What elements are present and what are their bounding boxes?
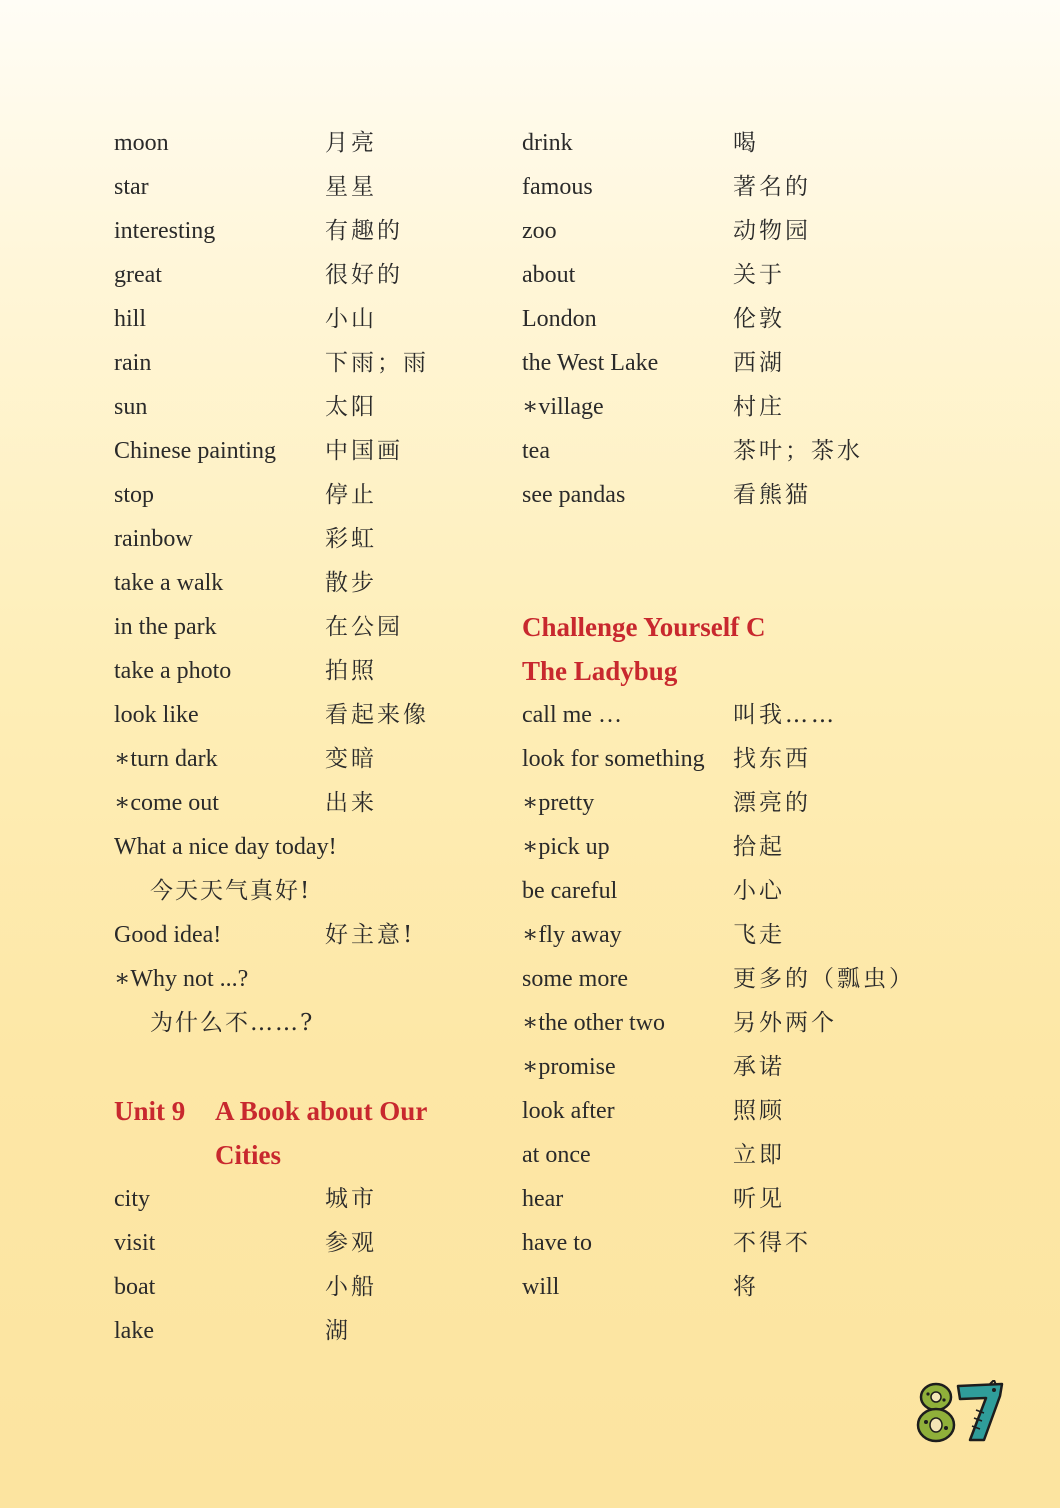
vocab-chinese: 将 [733, 1274, 759, 1300]
vocab-chinese: 伦敦 [733, 306, 785, 332]
digit-eight-icon [918, 1384, 954, 1441]
vocab-entry [522, 737, 1002, 781]
unit-title-line1: A Book about Our [215, 1096, 428, 1126]
vocab-entry [114, 165, 494, 209]
vocab-chinese: 有趣的 [325, 218, 403, 244]
vocab-entry [522, 1001, 1002, 1045]
vocab-entry [114, 561, 494, 605]
vocab-chinese: 散步 [325, 570, 377, 596]
vocab-chinese: 参观 [325, 1230, 377, 1256]
vocab-entry [114, 473, 494, 517]
vocab-entry [114, 253, 494, 297]
vocab-chinese: 变暗 [325, 746, 377, 772]
vocab-chinese: 更多的（瓢虫） [733, 966, 915, 992]
vocab-english: boat [114, 1274, 156, 1300]
vocab-entry [522, 429, 1002, 473]
vocab-english: visit [114, 1230, 156, 1256]
vocab-chinese: 立即 [733, 1142, 785, 1168]
vocab-english: zoo [522, 218, 557, 244]
phrase-chinese: 好主意! [325, 922, 416, 948]
vocab-entry [522, 385, 1002, 429]
vocab-english: rainbow [114, 526, 193, 552]
vocab-chinese: 听见 [733, 1186, 785, 1212]
vocab-entry [114, 297, 494, 341]
vocab-entry [522, 869, 1002, 913]
vocab-entry [522, 913, 1002, 957]
vocab-english: ∗promise [522, 1054, 616, 1080]
vocab-english: interesting [114, 218, 216, 244]
vocab-english: take a photo [114, 658, 232, 684]
vocab-english: star [114, 174, 149, 200]
digit-seven-icon [958, 1380, 1002, 1440]
vocab-entry [522, 1265, 1002, 1309]
vocab-english: lake [114, 1318, 154, 1344]
vocab-entry [114, 1177, 494, 1221]
vocab-chinese: 在公园 [325, 614, 403, 640]
vocab-entry [522, 341, 1002, 385]
vocab-chinese: 喝 [733, 130, 759, 156]
vocab-english: ∗fly away [522, 922, 622, 948]
vocab-entry [114, 517, 494, 561]
vocab-entry [522, 297, 1002, 341]
vocab-entry [114, 1265, 494, 1309]
vocab-english: the West Lake [522, 350, 659, 376]
vocab-entry [522, 121, 1002, 165]
vocab-chinese: 动物园 [733, 218, 811, 244]
vocab-chinese: 中国画 [325, 438, 403, 464]
vocab-chinese: 停止 [325, 482, 377, 508]
vocab-entry [522, 781, 1002, 825]
vocab-chinese: 看熊猫 [733, 482, 811, 508]
vocab-chinese: 承诺 [733, 1054, 785, 1080]
vocab-english: sun [114, 394, 148, 420]
vocab-chinese: 飞走 [733, 922, 785, 948]
spacer [522, 517, 1002, 605]
vocab-english: famous [522, 174, 593, 200]
vocab-chinese: 关于 [733, 262, 785, 288]
vocab-entry [114, 429, 494, 473]
right-column [522, 121, 1002, 1309]
vocab-english: have to [522, 1230, 592, 1256]
phrase-text: What a nice day today! [114, 834, 337, 860]
vocab-chinese: 小山 [325, 306, 377, 332]
vocab-entry [114, 737, 494, 781]
vocab-entry [522, 1177, 1002, 1221]
phrase-english [114, 825, 494, 869]
vocab-chinese: 小船 [325, 1274, 377, 1300]
vocab-chinese: 西湖 [733, 350, 785, 376]
spacer [114, 1045, 494, 1089]
vocab-entry [522, 165, 1002, 209]
vocab-chinese: 很好的 [325, 262, 403, 288]
vocab-chinese: 不得不 [733, 1230, 811, 1256]
left-column [114, 121, 494, 1353]
page-number-text: 87 [960, 1442, 961, 1443]
page-number-graphic [914, 1380, 1006, 1444]
vocab-entry [114, 605, 494, 649]
vocab-english: ∗turn dark [114, 746, 218, 772]
unit-heading [114, 1089, 494, 1133]
vocab-english: great [114, 262, 162, 288]
vocab-entry [114, 209, 494, 253]
vocab-list-right-a [522, 121, 1002, 517]
vocab-english: ∗pretty [522, 790, 595, 816]
vocab-entry [114, 1221, 494, 1265]
vocab-english: look after [522, 1098, 615, 1124]
vocab-entry [522, 1133, 1002, 1177]
vocab-english: hill [114, 306, 147, 332]
vocab-chinese: 看起来像 [325, 702, 429, 728]
vocab-english: hear [522, 1186, 564, 1212]
vocab-english: stop [114, 482, 155, 508]
vocab-chinese: 漂亮的 [733, 790, 811, 816]
vocab-entry [114, 649, 494, 693]
phrase-chinese: 今天天气真好! [150, 878, 312, 904]
vocab-chinese: 著名的 [733, 174, 811, 200]
vocab-english: look like [114, 702, 199, 728]
vocab-list-right-b [522, 693, 1002, 1309]
phrase-english [114, 957, 494, 1001]
vocab-english: see pandas [522, 482, 626, 508]
vocab-english: look for something [522, 746, 705, 772]
unit-title-line2: Cities [215, 1140, 281, 1170]
vocab-chinese: 村庄 [733, 394, 785, 420]
vocab-chinese: 出来 [325, 790, 377, 816]
vocab-entry [114, 121, 494, 165]
vocab-english: moon [114, 130, 169, 156]
vocab-entry [522, 473, 1002, 517]
vocab-english: ∗the other two [522, 1010, 665, 1036]
vocab-chinese: 湖 [325, 1318, 351, 1344]
vocab-chinese: 拍照 [325, 658, 377, 684]
story-heading: The Ladybug [522, 656, 678, 686]
vocab-list-left-b [114, 1177, 494, 1353]
phrase-english: Good idea! [114, 922, 222, 948]
vocab-chinese: 照顾 [733, 1098, 785, 1124]
vocab-english: ∗village [522, 394, 604, 420]
vocab-english: rain [114, 350, 152, 376]
vocab-english: call me … [522, 702, 622, 728]
vocab-english: city [114, 1186, 150, 1212]
vocab-entry [114, 781, 494, 825]
vocab-entry [114, 1309, 494, 1353]
vocab-entry [522, 825, 1002, 869]
vocab-chinese: 茶叶；茶水 [733, 438, 863, 464]
phrase-chinese: 为什么不……? [150, 1010, 315, 1036]
vocab-entry [522, 957, 1002, 1001]
challenge-heading: Challenge Yourself C [522, 612, 766, 642]
vocab-english: ∗come out [114, 790, 219, 816]
vocab-english: ∗pick up [522, 834, 610, 860]
vocab-entry [522, 1221, 1002, 1265]
vocab-chinese: 叫我…… [733, 702, 837, 728]
vocab-chinese: 星星 [325, 174, 377, 200]
vocab-english: Chinese painting [114, 438, 276, 464]
vocab-entry [522, 1089, 1002, 1133]
page-number [914, 1380, 1006, 1444]
vocab-entry [522, 693, 1002, 737]
vocab-english: London [522, 306, 597, 332]
vocab-chinese: 城市 [325, 1186, 377, 1212]
vocab-entry [522, 1045, 1002, 1089]
vocab-english: about [522, 262, 576, 288]
vocab-english: take a walk [114, 570, 224, 596]
unit-heading-cont [114, 1133, 494, 1177]
vocab-entry [522, 209, 1002, 253]
vocab-chinese: 彩虹 [325, 526, 377, 552]
vocab-chinese: 找东西 [733, 746, 811, 772]
vocab-chinese: 拾起 [733, 834, 785, 860]
vocab-english: drink [522, 130, 573, 156]
vocab-chinese: 月亮 [325, 130, 377, 156]
phrase-entry [114, 913, 494, 957]
vocab-chinese: 下雨；雨 [325, 350, 429, 376]
vocab-entry [114, 693, 494, 737]
phrase-text: ∗Why not ...? [114, 966, 249, 992]
vocab-entry [114, 385, 494, 429]
vocab-chinese: 太阳 [325, 394, 377, 420]
vocab-english: will [522, 1274, 560, 1300]
vocab-chinese: 另外两个 [733, 1010, 837, 1036]
vocab-entry [114, 341, 494, 385]
vocab-english: at once [522, 1142, 591, 1168]
vocab-english: some more [522, 966, 628, 992]
unit-number: Unit 9 [114, 1096, 186, 1126]
vocab-english: tea [522, 438, 550, 464]
vocab-english: be careful [522, 878, 618, 904]
vocab-english: in the park [114, 614, 217, 640]
vocab-list-left-a [114, 121, 494, 825]
vocab-entry [522, 253, 1002, 297]
vocab-chinese: 小心 [733, 878, 785, 904]
